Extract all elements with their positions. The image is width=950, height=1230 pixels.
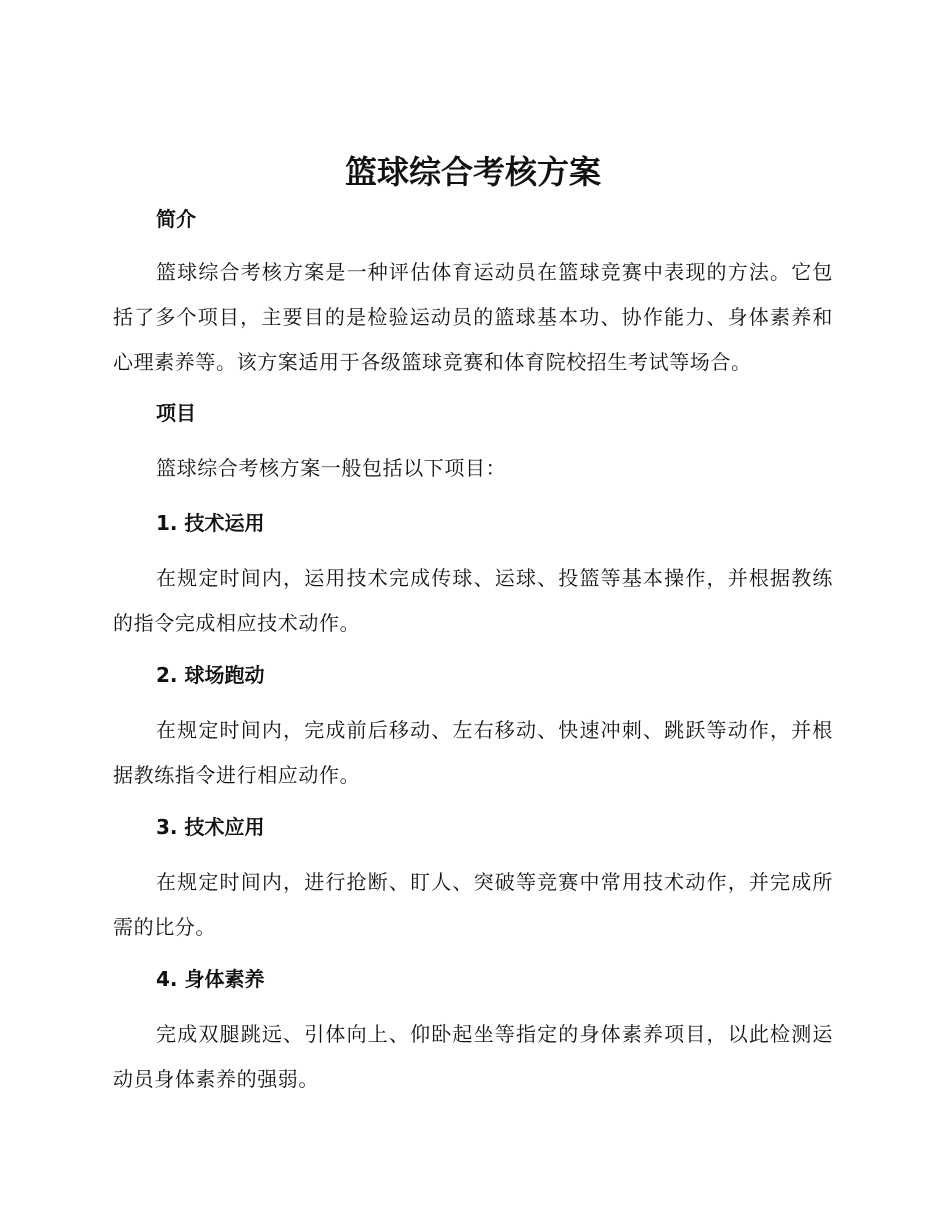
section-paragraph-intro: 篮球综合考核方案是一种评估体育运动员在篮球竞赛中表现的方法。它包括了多个项目，主要目的是检验运动员的篮球基本功、协作能力、身体素养和心理素养等。该方案适用于各级篮球竞赛和体育院校招生考试等场合。 <box>113 260 833 374</box>
section-heading-technique-application: 3. 技术应用 <box>156 815 265 839</box>
section-paragraph-court-running: 在规定时间内，完成前后移动、左右移动、快速冲刺、跳跃等动作，并根据教练指令进行相应动作。 <box>113 718 833 787</box>
section-heading-intro: 简介 <box>156 207 196 231</box>
section-paragraph-physical-fitness: 完成双腿跳远、引体向上、仰卧起坐等指定的身体素养项目，以此检测运动员身体素养的强弱。 <box>113 1022 833 1091</box>
document-page <box>113 0 833 1230</box>
section-heading-court-running: 2. 球场跑动 <box>156 663 265 687</box>
document-title: 篮球综合考核方案 <box>344 153 601 191</box>
section-heading-physical-fitness: 4. 身体素养 <box>156 967 265 991</box>
section-heading-technique-use: 1. 技术运用 <box>156 511 265 535</box>
section-paragraph-technique-use: 在规定时间内，运用技术完成传球、运球、投篮等基本操作，并根据教练的指令完成相应技术动作。 <box>113 566 833 635</box>
section-heading-items: 项目 <box>156 401 196 425</box>
section-paragraph-items: 篮球综合考核方案一般包括以下项目： <box>156 456 507 480</box>
section-paragraph-technique-application: 在规定时间内，进行抢断、盯人、突破等竞赛中常用技术动作，并完成所需的比分。 <box>113 870 833 939</box>
